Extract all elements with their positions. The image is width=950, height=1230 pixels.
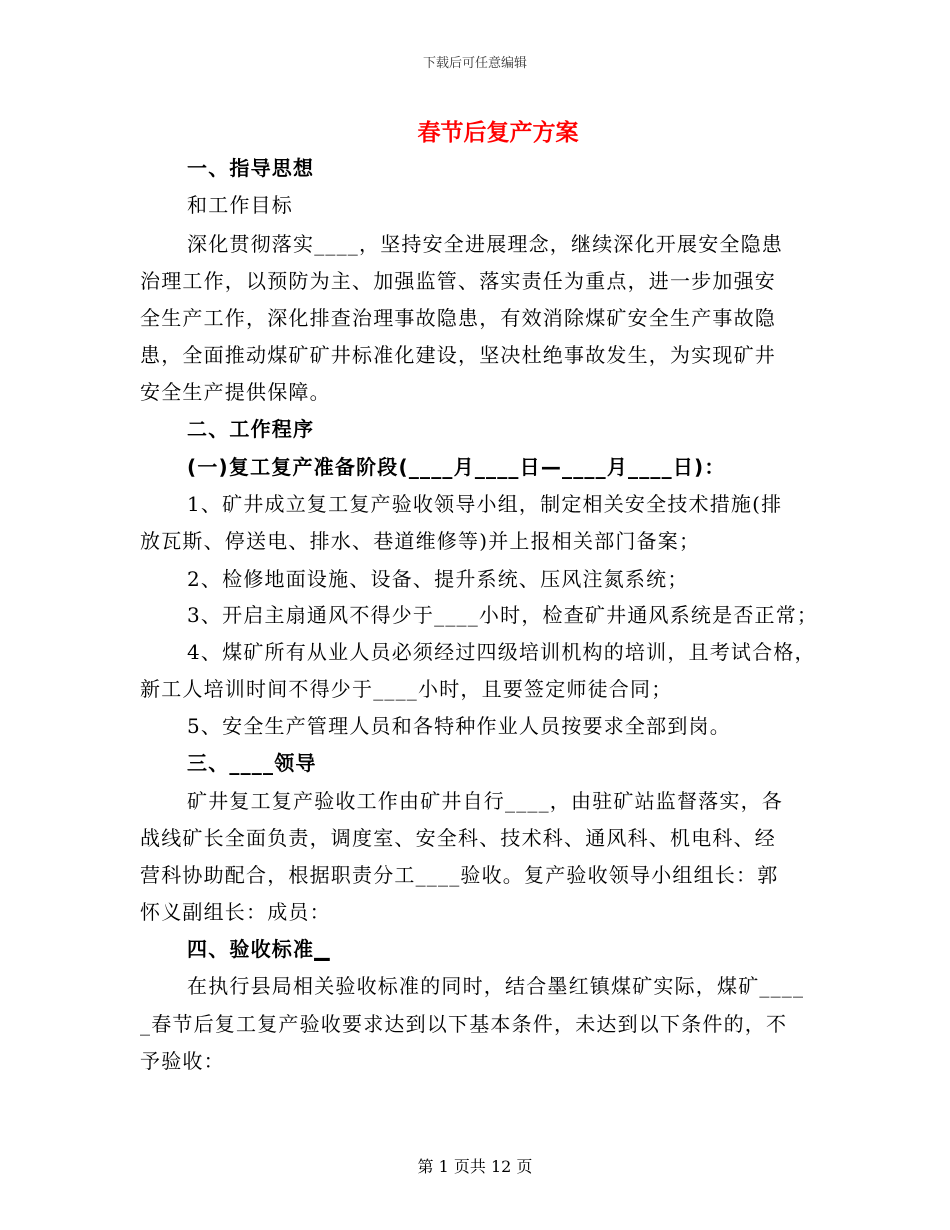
- paragraph-line: 治理工作，以预防为主、加强监管、落实责任为重点，进一步加强安: [140, 269, 776, 293]
- paragraph-line: 矿井复工复产验收工作由矿井自行____，由驻矿站监督落实，各: [187, 789, 783, 813]
- paragraph-line: 和工作目标: [187, 193, 293, 217]
- paragraph-line: 安全生产提供保障。: [140, 380, 331, 404]
- paragraph-line: _春节后复工复产验收要求达到以下基本条件，未达到以下条件的，不: [140, 1012, 788, 1036]
- section-heading-3: 三、____领导: [187, 751, 317, 775]
- page-footer: 第 1 页共 12 页: [417, 1157, 533, 1176]
- section-heading-4: 四、验收标准▁: [187, 937, 331, 961]
- subsection-heading: (一)复工复产准备阶段(____月____日—____月____日)：: [187, 455, 726, 479]
- paragraph-line: 在执行县局相关验收标准的同时，结合墨红镇煤矿实际，煤矿____: [187, 974, 805, 998]
- paragraph-line: 深化贯彻落实____，坚持安全进展理念，继续深化开展安全隐患: [187, 232, 783, 256]
- list-item: 5、安全生产管理人员和各特种作业人员按要求全部到岗。: [187, 714, 731, 738]
- list-item: 3、开启主扇通风不得少于____小时，检查矿井通风系统是否正常；: [187, 603, 819, 627]
- paragraph-line: 怀义副组长：成员：: [140, 900, 331, 924]
- section-heading-1: 一、指导思想: [187, 156, 315, 180]
- list-item: 2、检修地面设施、设备、提升系统、压风注氮系统；: [187, 567, 689, 591]
- paragraph-line: 予验收：: [140, 1049, 225, 1073]
- header-note: 下载后可任意编辑: [422, 56, 527, 71]
- paragraph-line: 营科协助配合，根据职责分工____验收。复产验收领导小组组长：郭: [140, 863, 779, 887]
- paragraph-line: 患，全面推动煤矿矿井标准化建设，坚决杜绝事故发生，为实现矿井: [140, 343, 776, 367]
- list-item: 1、矿井成立复工复产验收领导小组，制定相关安全技术措施(排: [187, 492, 783, 516]
- paragraph-line: 放瓦斯、停送电、排水、巷道维修等)并上报相关部门备案；: [140, 529, 701, 553]
- paragraph-line: 战线矿长全面负责，调度室、安全科、技术科、通风科、机电科、经: [140, 826, 776, 850]
- paragraph-line: 全生产工作，深化排查治理事故隐患，有效消除煤矿安全生产事故隐: [140, 306, 776, 330]
- document-title: 春节后复产方案: [417, 120, 579, 146]
- section-heading-2: 二、工作程序: [187, 417, 315, 441]
- list-item: 4、煤矿所有从业人员必须经过四级培训机构的培训，且考试合格，: [187, 640, 816, 664]
- paragraph-line: 新工人培训时间不得少于____小时，且要签定师徒合同；: [140, 677, 673, 701]
